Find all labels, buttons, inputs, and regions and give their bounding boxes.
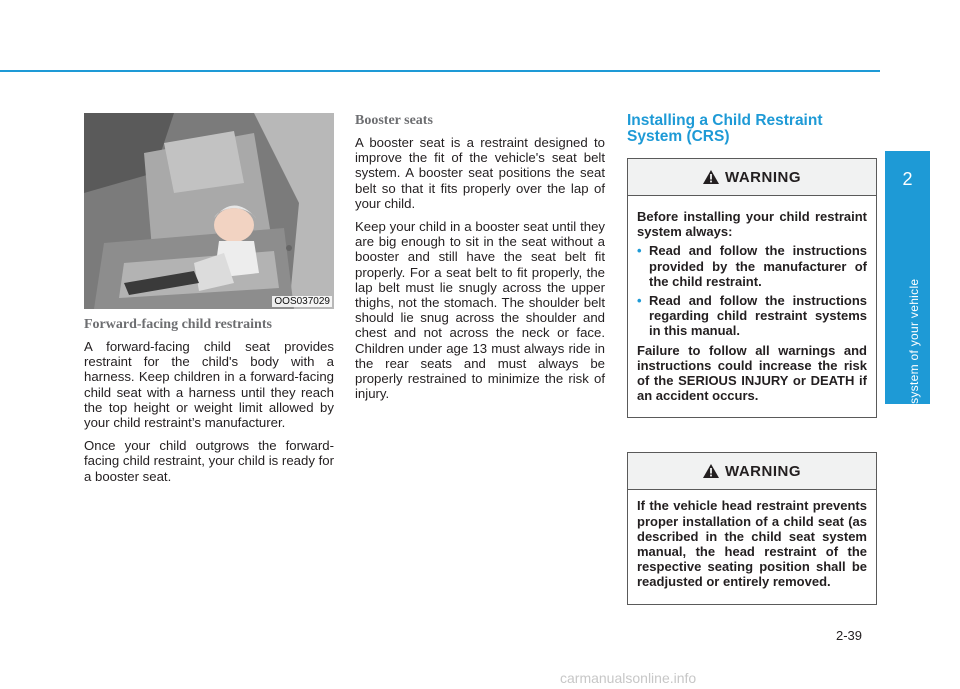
paragraph: Keep your child in a booster seat until they are big enough to sit in the seat without a booster and still have the seat belt fit properly. For a seat belt to fit properly, the lap belt must lie snugly across the upper thighs, not the stomach. The shoulder belt should lie snug across the shoulder and chest and not across the neck or face. Children under age 13 must always ride in the rear seats and must always be properly restrained to minimize the risk of injury. bbox=[355, 219, 605, 402]
warning-triangle-icon bbox=[703, 170, 719, 184]
child-seat-photo bbox=[84, 113, 334, 309]
child-seat-illustration bbox=[84, 113, 334, 309]
chapter-side-tab bbox=[885, 151, 930, 444]
forward-facing-heading: Forward-facing child restraints bbox=[84, 317, 272, 332]
warning-header bbox=[628, 453, 876, 490]
warning-intro: Before installing your child restraint system always: bbox=[637, 209, 867, 240]
bullet-text: Read and follow the instructions provided by the manufacturer of the child restraint. bbox=[649, 243, 867, 289]
top-rule bbox=[0, 70, 880, 72]
warning-body bbox=[628, 196, 876, 417]
warning-header bbox=[628, 159, 876, 196]
chapter-label: Safety system of your vehicle bbox=[907, 278, 921, 444]
installing-crs-heading: Installing a Child Restraint System (CRS) bbox=[627, 112, 823, 145]
paragraph: A booster seat is a restraint designed to improve the fit of the vehicle's seat belt system. A booster seat positions the seat belt so that it fits properly over the lap of your child. bbox=[355, 135, 605, 211]
bullet-text: Read and follow the instructions regarding child restraint systems in this manual. bbox=[649, 293, 867, 339]
photo-code: OOS037029 bbox=[274, 296, 330, 307]
bullet-dot: • bbox=[637, 293, 642, 309]
warning-text: If the vehicle head restraint prevents proper installation of a child seat (as described in the child seat system manual, the head restraint of the respective seating position shall be readjusted or entirely removed. bbox=[637, 498, 867, 590]
page-number: 2-39 bbox=[836, 628, 863, 643]
warning-title: WARNING bbox=[725, 462, 801, 480]
booster-seats-heading: Booster seats bbox=[355, 113, 433, 128]
chapter-number: 2 bbox=[902, 169, 913, 189]
warning-title: WARNING bbox=[725, 168, 801, 186]
warning-body bbox=[628, 490, 876, 603]
paragraph: Once your child outgrows the forward-facing child restraint, your child is ready for a booster seat. bbox=[84, 438, 334, 484]
warning-box-head-restraint bbox=[627, 452, 877, 604]
paragraph: A forward-facing child seat provides restraint for the child's body with a harness. Keep children in a forward-facing child seat with a harness until they reach the top height or weight limit allowed by your child restraint’s manufacturer. bbox=[84, 339, 334, 431]
right-column bbox=[627, 113, 877, 605]
middle-column bbox=[355, 113, 605, 409]
warning-outro: Failure to follow all warnings and instructions could increase the risk of the SERIOUS INJURY or DEATH if an accident occurs. bbox=[637, 342, 867, 404]
warning-box bbox=[627, 158, 877, 418]
bullet-dot: • bbox=[637, 243, 642, 259]
warning-bullets bbox=[637, 243, 867, 338]
warning-bullet bbox=[637, 243, 867, 289]
watermark: carmanualsonline.info bbox=[560, 670, 697, 686]
warning-bullet bbox=[637, 293, 867, 339]
left-column bbox=[84, 113, 334, 492]
warning-triangle-icon bbox=[703, 464, 719, 478]
